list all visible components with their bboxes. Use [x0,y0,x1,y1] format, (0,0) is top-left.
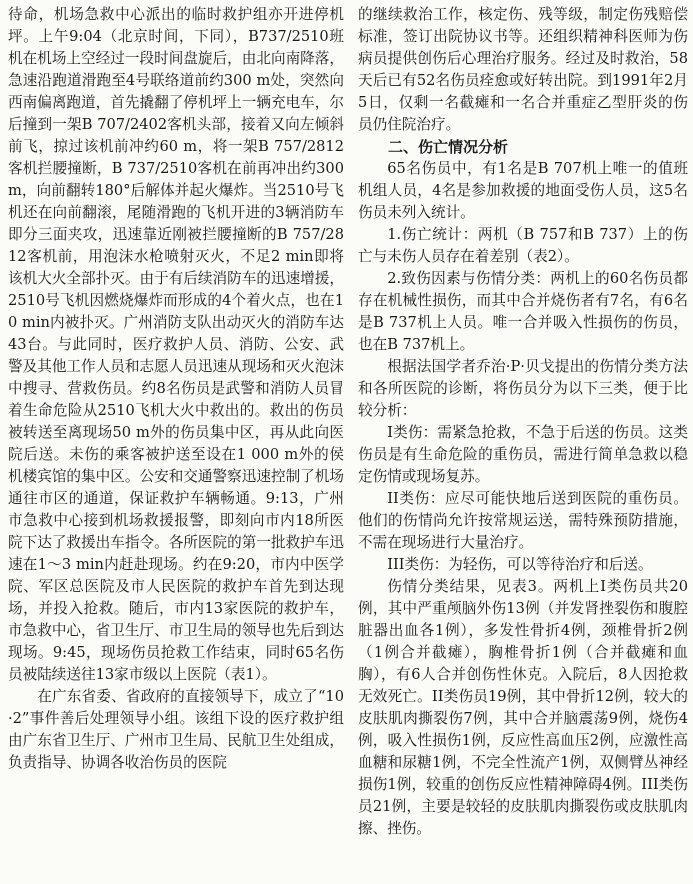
paragraph: 65名伤员中，有1名是B 707机上唯一的值班机组人员，4名是参加救援的地面受伤人员，这5名伤员未列入统计。 [358,160,688,221]
paragraph: I类伤：需紧急抢救，不急于后送的伤员。这类伤员是有生命危险的重伤员，需进行简单急救以稳定伤情或现场复苏。 [358,424,688,485]
paragraph: 在广东省委、省政府的直接领导下，成立了“10·2”事件善后处理领导小组。该组下设的医疗救护组由广东省卫生厅、广州市卫生局、民航卫生处组成，负责指导、协调各收治伤员的医院 [8,688,344,771]
paragraph: II类伤：应尽可能快地后送到医院的重伤员。他们的伤情尚允许按常规运送，需特殊预防措施，不需在现场进行大量治疗。 [358,490,688,551]
section-heading: 二、伤亡情况分析 [388,138,509,156]
right-column [358,4,688,840]
paragraph: 2.致伤因素与伤情分类：两机上的60名伤员都存在机械性损伤，而其中合并烧伤者有7名，有6名是B 737机上人员。唯一合并吸入性损伤的伤员，也在B 737机上。 [358,270,688,353]
left-column [8,4,344,774]
paragraph: 伤情分类结果，见表3。两机上I类伤员共20例，其中严重颅脑外伤13例（并发肾挫裂伤和腹腔脏器出血各1例），多发性骨折4例，颈椎骨折2例（1例合并截瘫），胸椎骨折1例（合并截瘫和血胸），有6人合并创伤性休克。入院后，8人因抢救无效死亡。II类伤员19例，其中骨折12例，较大的皮肤肌肉撕裂伤7例，其中合并脑震荡9例，烧伤4例，吸入性损伤1例，反应性高血压2例，应激性高血糖和尿糖1例，不完全性流产1例，双侧臂丛神经损伤1例，较重的创伤反应性精神障碍4例。III类伤员21例，主要是较轻的皮肤肌肉撕裂伤或皮肤肌肉擦、挫伤。 [358,578,688,837]
paragraph: 1.伤亡统计：两机（B 757和B 737）上的伤亡与未伤人员存在着差别（表2）。 [358,226,688,265]
paragraph: 的继续救治工作，核定伤、残等级，制定伤残赔偿标准，签订出院协议书等。还组织精神科医师为伤病员提供创伤后心理治疗服务。经过及时救治，58天后已有52名伤员痊愈或好转出院。到1991年2月5日，仅剩一名截瘫和一名合并重症乙型肝炎的伤员仍住院治疗。 [358,6,688,133]
paragraph: 根据法国学者乔治·P·贝戈提出的伤情分类方法和各所医院的诊断，将伤员分为以下三类，便于比较分析： [358,358,688,419]
paragraph: III类伤：为轻伤，可以等待治疗和后送。 [387,556,653,573]
paragraph: 待命，机场急救中心派出的临时救护组亦开进停机坪。上午9:04（北京时间，下同），B737/2510班机在机场上空经过一段时间盘旋后，由北向南降落，急速沿跑道滑跑至4号联络道前约300 m处，突然向西南偏离跑道，首先撬翻了停机坪上一辆充电车，尔后撞到一架B 707/2402客机头部，接着又向左倾斜前飞，掠过该机前冲约60 m，将一架B 757/2812客机拦腰撞断，B 737/2510客机在前再冲出约300 m，向前翻转180°后解体并起火爆炸。当2510号飞机还在向前翻滚，尾随滑跑的飞机开进的3辆消防车即分三面夹攻，迅速靠近刚被拦腰撞断的B 757/2812客机前，用泡沫水枪喷射灭火，不足2 min即将该机大火全部扑灭。由于有后续消防车的迅速增援，2510号飞机因燃烧爆炸而形成的4个着火点，也在10 min内被扑灭。广州消防支队出动灭火的消防车达43台。与此同时，医疗救护人员、消防、公安、武警及其他工作人员和志愿人员迅速从现场和灭火泡沫中搜寻、营救伤员。约8名伤员是武警和消防人员冒着生命危险从2510飞机大火中救出的。救出的伤员被转送至离现场50 m外的伤员集中区，再从此向医院后送。未伤的乘客被护送至设在1 000 m外的侯机楼宾馆的集中区。公安和交通警察迅速控制了机场通往市区的通道，保证救护车辆畅通。9:13，广州市急救中心接到机场救援报警，即刻向市内18所医院下达了救援出车指令。各所医院的第一批救护车迅速在1～3 min内赶赴现场。约在9:20，市内中医学院、军区总医院及市人民医院的救护车首先到达现场，并投入抢救。随后，市内13家医院的救护车，市急救中心，省卫生厅、市卫生局的领导也先后到达现场。9:45，现场伤员抢救工作结束，同时65名伤员被陆续送往13家市级以上医院（表1）。 [8,6,344,683]
